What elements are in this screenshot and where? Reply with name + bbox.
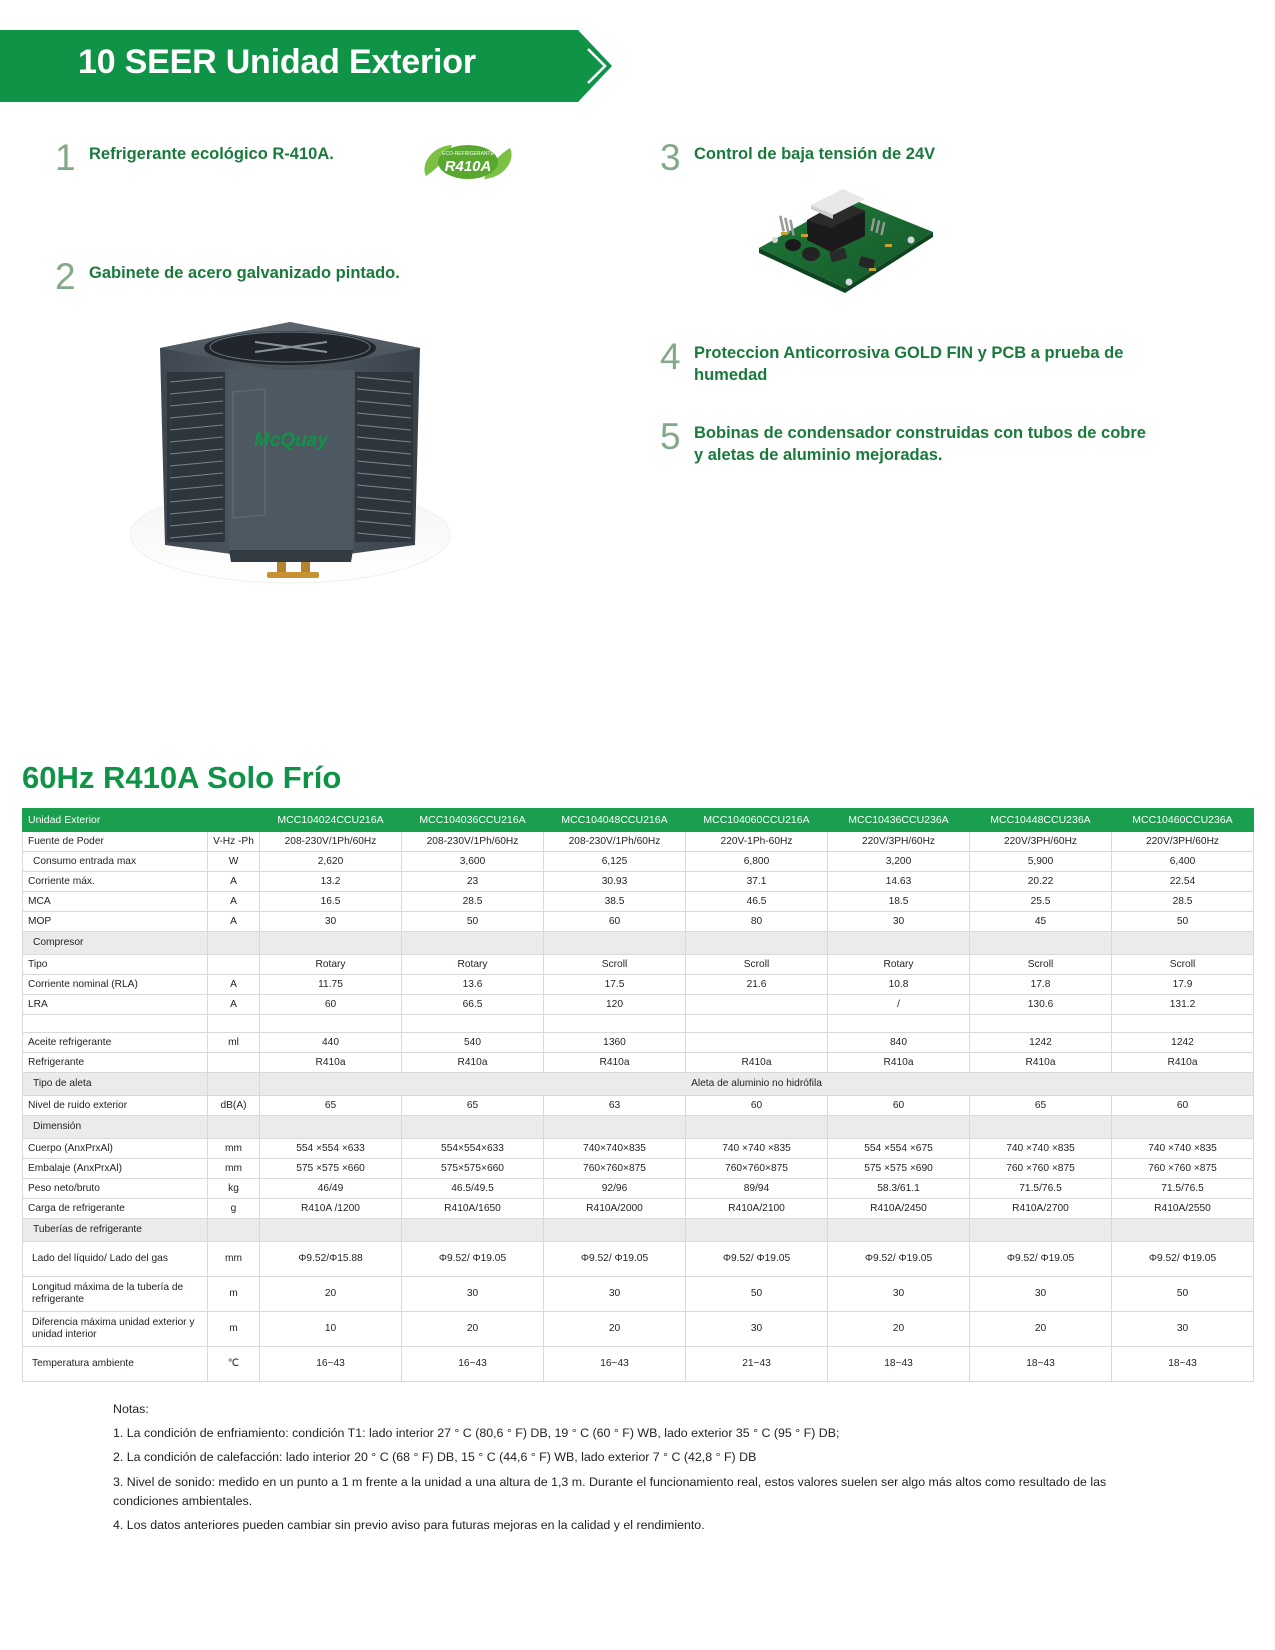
table-cell: 208-230V/1Ph/60Hz	[544, 832, 686, 852]
table-cell: 575 ×575 ×690	[828, 1159, 970, 1179]
table-cell	[544, 932, 686, 955]
table-cell: Scroll	[1112, 955, 1254, 975]
table-row-label: Cuerpo (AnxPrxAl)	[23, 1139, 208, 1159]
table-cell	[686, 1219, 828, 1242]
table-cell: 3,600	[402, 852, 544, 872]
table-cell	[828, 932, 970, 955]
table-cell: 6,125	[544, 852, 686, 872]
table-cell: 16~43	[260, 1347, 402, 1382]
table-row	[23, 995, 1254, 1015]
table-cell: 740 ×740 ×835	[686, 1139, 828, 1159]
table-row-label: Dimensión	[23, 1116, 208, 1139]
table-row-unit: mm	[208, 1242, 260, 1277]
table-cell: 130.6	[970, 995, 1112, 1015]
table-row	[23, 872, 1254, 892]
table-cell: 30	[544, 1277, 686, 1312]
table-cell: 20	[260, 1277, 402, 1312]
table-cell: 50	[686, 1277, 828, 1312]
table-cell: R410a	[686, 1053, 828, 1073]
table-cell: /	[828, 995, 970, 1015]
table-cell: Φ9.52/ Φ19.05	[402, 1242, 544, 1277]
table-header-model: MCC10436CCU236A	[828, 809, 970, 832]
table-row-label: Longitud máxima de la tubería de refrigerante	[23, 1277, 208, 1312]
outdoor-unit-photo	[115, 300, 465, 590]
table-row	[23, 1242, 1254, 1277]
table-row	[23, 1033, 1254, 1053]
table-row-label: Tipo	[23, 955, 208, 975]
table-cell: 60	[260, 995, 402, 1015]
table-cell: R410a	[544, 1053, 686, 1073]
table-cell: 23	[402, 872, 544, 892]
table-row-label: Peso neto/bruto	[23, 1179, 208, 1199]
table-cell: 30.93	[544, 872, 686, 892]
table-cell: 16.5	[260, 892, 402, 912]
table-spacer-row	[23, 1015, 1254, 1033]
table-cell: 220V/3PH/60Hz	[1112, 832, 1254, 852]
feature-number: 3	[660, 137, 681, 178]
r410a-eco-badge-icon	[418, 136, 518, 186]
table-cell: 45	[970, 912, 1112, 932]
table-cell: Φ9.52/ Φ19.05	[1112, 1242, 1254, 1277]
table-cell: R410a	[970, 1053, 1112, 1073]
table-cell	[686, 1015, 828, 1033]
table-cell: 10.8	[828, 975, 970, 995]
table-cell: 1242	[1112, 1033, 1254, 1053]
table-row-unit: kg	[208, 1179, 260, 1199]
table-group-row	[23, 1219, 1254, 1242]
table-cell: 25.5	[970, 892, 1112, 912]
table-cell: R410A/2550	[1112, 1199, 1254, 1219]
table-cell: 131.2	[1112, 995, 1254, 1015]
feature-text: Proteccion Anticorrosiva GOLD FIN y PCB a prueba de humedad	[694, 344, 1124, 385]
table-cell: 554 ×554 ×675	[828, 1139, 970, 1159]
table-row	[23, 1312, 1254, 1347]
table-row-label: Consumo entrada max	[23, 852, 208, 872]
table-cell: 46/49	[260, 1179, 402, 1199]
page-banner	[0, 30, 630, 102]
table-header-model: MCC10460CCU236A	[1112, 809, 1254, 832]
table-row	[23, 1139, 1254, 1159]
table-cell: 208-230V/1Ph/60Hz	[402, 832, 544, 852]
table-row-unit	[208, 932, 260, 955]
table-cell: 220V-1Ph-60Hz	[686, 832, 828, 852]
table-cell: Scroll	[686, 955, 828, 975]
table-cell: 65	[970, 1096, 1112, 1116]
table-cell: Φ9.52/ Φ19.05	[544, 1242, 686, 1277]
feature-number: 5	[660, 416, 681, 457]
note-item: 4. Los datos anteriores pueden cambiar sin previo aviso para futuras mejoras en la calidad y el rendimiento.	[113, 1518, 705, 1533]
table-cell: 760×760×875	[544, 1159, 686, 1179]
table-cell	[828, 1219, 970, 1242]
table-cell	[260, 932, 402, 955]
feature-item-1	[55, 137, 455, 178]
badge-top-text: ECO-REFRIGERANTE	[442, 151, 494, 157]
table-cell	[260, 1116, 402, 1139]
table-cell	[544, 1116, 686, 1139]
table-cell: 120	[544, 995, 686, 1015]
table-group-row	[23, 932, 1254, 955]
table-row-unit: A	[208, 995, 260, 1015]
table-row-unit: W	[208, 852, 260, 872]
table-cell	[686, 932, 828, 955]
table-row-label: Tuberías de refrigerante	[23, 1219, 208, 1242]
table-cell	[1112, 1015, 1254, 1033]
table-row-label: Embalaje (AnxPrxAl)	[23, 1159, 208, 1179]
table-row	[23, 1159, 1254, 1179]
table-row-label: Tipo de aleta	[23, 1073, 208, 1096]
feature-item-4	[660, 336, 1130, 387]
table-cell: 14.63	[828, 872, 970, 892]
table-cell	[1112, 1219, 1254, 1242]
table-cell: 50	[402, 912, 544, 932]
specs-section-title: 60Hz R410A Solo Frío	[22, 760, 342, 795]
table-cell: 18~43	[1112, 1347, 1254, 1382]
table-row	[23, 1096, 1254, 1116]
table-cell: 17.5	[544, 975, 686, 995]
table-cell: 30	[970, 1277, 1112, 1312]
table-row	[23, 852, 1254, 872]
pcb-control-board-photo	[745, 170, 945, 310]
table-header-model: MCC104036CCU216A	[402, 809, 544, 832]
table-cell: 220V/3PH/60Hz	[828, 832, 970, 852]
table-cell	[828, 1015, 970, 1033]
notes-title: Notas:	[113, 1402, 149, 1416]
table-row-label: Temperatura ambiente	[23, 1347, 208, 1382]
table-row-label: Compresor	[23, 932, 208, 955]
table-row-unit: A	[208, 912, 260, 932]
specifications-table	[22, 808, 1254, 1382]
table-header-model: MCC104060CCU216A	[686, 809, 828, 832]
table-cell: R410a	[402, 1053, 544, 1073]
table-cell	[686, 995, 828, 1015]
note-item: 3. Nivel de sonido: medido en un punto a 1 m frente a la unidad a una altura de 1,3 m. Durante el funcionamiento real, estos valores suelen ser algo más altos como resultado de las condiciones ambientales.	[113, 1474, 1107, 1508]
feature-text: Bobinas de condensador construidas con tubos de cobre y aletas de aluminio mejoradas.	[694, 424, 1146, 465]
table-header-label: Unidad Exterior	[23, 809, 208, 832]
table-cell: 50	[1112, 912, 1254, 932]
table-cell: 20.22	[970, 872, 1112, 892]
table-cell: R410A /1200	[260, 1199, 402, 1219]
table-row-label: Nivel de ruido exterior	[23, 1096, 208, 1116]
table-row	[23, 955, 1254, 975]
table-cell: R410a	[260, 1053, 402, 1073]
table-cell: 18~43	[970, 1347, 1112, 1382]
feature-text: Refrigerante ecológico R-410A.	[89, 145, 334, 163]
table-cell	[970, 1116, 1112, 1139]
table-row-unit: A	[208, 872, 260, 892]
table-cell: 760 ×760 ×875	[970, 1159, 1112, 1179]
table-spanning-value: Aleta de aluminio no hidrófila	[260, 1073, 1254, 1096]
table-row-label: Fuente de Poder	[23, 832, 208, 852]
table-cell: R410A/2450	[828, 1199, 970, 1219]
table-row-label: Carga de refrigerante	[23, 1199, 208, 1219]
table-cell: 208-230V/1Ph/60Hz	[260, 832, 402, 852]
table-cell: 6,400	[1112, 852, 1254, 872]
table-cell	[1112, 932, 1254, 955]
table-cell: 554 ×554 ×633	[260, 1139, 402, 1159]
table-cell: 20	[828, 1312, 970, 1347]
table-cell: 220V/3PH/60Hz	[970, 832, 1112, 852]
table-cell: 30	[260, 912, 402, 932]
table-row-unit	[208, 955, 260, 975]
table-row-label: Refrigerante	[23, 1053, 208, 1073]
table-cell: 13.2	[260, 872, 402, 892]
table-cell: 63	[544, 1096, 686, 1116]
table-cell: 16~43	[544, 1347, 686, 1382]
table-group-row	[23, 1116, 1254, 1139]
table-cell: 21~43	[686, 1347, 828, 1382]
page-title: 10 SEER Unidad Exterior	[78, 43, 476, 81]
table-cell	[260, 1219, 402, 1242]
table-cell: 10	[260, 1312, 402, 1347]
table-cell: 20	[970, 1312, 1112, 1347]
table-cell: R410A/2700	[970, 1199, 1112, 1219]
table-cell: 65	[260, 1096, 402, 1116]
table-row-unit: g	[208, 1199, 260, 1219]
table-cell: 3,200	[828, 852, 970, 872]
table-cell: 6,800	[686, 852, 828, 872]
table-cell	[402, 932, 544, 955]
table-row	[23, 892, 1254, 912]
table-cell: 28.5	[1112, 892, 1254, 912]
table-cell: 30	[828, 1277, 970, 1312]
table-cell: 20	[402, 1312, 544, 1347]
table-cell	[260, 1015, 402, 1033]
table-cell: 71.5/76.5	[970, 1179, 1112, 1199]
table-cell: 17.8	[970, 975, 1112, 995]
table-row	[23, 1053, 1254, 1073]
table-row-unit	[208, 1073, 260, 1096]
table-cell: Φ9.52/ Φ19.05	[686, 1242, 828, 1277]
table-cell: 60	[828, 1096, 970, 1116]
table-cell: 1242	[970, 1033, 1112, 1053]
table-cell: 28.5	[402, 892, 544, 912]
table-cell: 16~43	[402, 1347, 544, 1382]
table-row-unit	[208, 1116, 260, 1139]
table-spanning-row	[23, 1073, 1254, 1096]
note-item: 1. La condición de enfriamiento: condición T1: lado interior 27 ° C (80,6 ° F) DB, 19 ° C (60 ° F) WB, lado exterior 35 ° C (95 ° F) DB;	[113, 1426, 840, 1441]
feature-number: 1	[55, 137, 76, 178]
table-row-unit: dB(A)	[208, 1096, 260, 1116]
table-cell: Φ9.52/ Φ19.05	[970, 1242, 1112, 1277]
table-cell: 30	[1112, 1312, 1254, 1347]
table-cell	[544, 1219, 686, 1242]
table-cell: 760 ×760 ×875	[1112, 1159, 1254, 1179]
table-cell: 38.5	[544, 892, 686, 912]
table-row-label: Corriente nominal (RLA)	[23, 975, 208, 995]
table-row-unit: ℃	[208, 1347, 260, 1382]
table-cell: Scroll	[970, 955, 1112, 975]
table-cell: 5,900	[970, 852, 1112, 872]
table-cell: 575 ×575 ×660	[260, 1159, 402, 1179]
table-cell	[686, 1116, 828, 1139]
table-cell: 440	[260, 1033, 402, 1053]
table-row	[23, 1179, 1254, 1199]
table-cell: 30	[828, 912, 970, 932]
table-cell: R410a	[1112, 1053, 1254, 1073]
table-cell: 575×575×660	[402, 1159, 544, 1179]
badge-main-text: R410A	[444, 158, 492, 175]
table-cell: Rotary	[402, 955, 544, 975]
feature-text: Control de baja tensión de 24V	[694, 145, 936, 163]
table-cell: 60	[686, 1096, 828, 1116]
table-row-unit: mm	[208, 1159, 260, 1179]
table-cell	[402, 1015, 544, 1033]
table-cell: 11.75	[260, 975, 402, 995]
table-cell: 46.5	[686, 892, 828, 912]
unit-brand-logo: McQuay	[254, 430, 328, 451]
feature-item-2	[55, 256, 495, 297]
table-cell	[970, 932, 1112, 955]
table-cell: Rotary	[828, 955, 970, 975]
table-cell: 22.54	[1112, 872, 1254, 892]
table-row-label: Corriente máx.	[23, 872, 208, 892]
table-row-label: Aceite refrigerante	[23, 1033, 208, 1053]
table-cell: 20	[544, 1312, 686, 1347]
table-cell: Φ9.52/Φ15.88	[260, 1242, 402, 1277]
table-cell	[1112, 1116, 1254, 1139]
table-cell	[544, 1015, 686, 1033]
table-cell: 30	[402, 1277, 544, 1312]
chevron-right-icon	[586, 47, 608, 85]
table-cell: 60	[544, 912, 686, 932]
table-row	[23, 912, 1254, 932]
table-header-row	[23, 809, 1254, 832]
table-cell: 540	[402, 1033, 544, 1053]
table-row-label: Diferencia máxima unidad exterior y unidad interior	[23, 1312, 208, 1347]
table-cell: 18.5	[828, 892, 970, 912]
table-row-label: Lado del líquido/ Lado del gas	[23, 1242, 208, 1277]
table-cell: 554×554×633	[402, 1139, 544, 1159]
table-header-model: MCC104024CCU216A	[260, 809, 402, 832]
table-cell: 840	[828, 1033, 970, 1053]
table-cell: 17.9	[1112, 975, 1254, 995]
feature-number: 4	[660, 336, 681, 377]
table-cell: 50	[1112, 1277, 1254, 1312]
table-row-unit	[208, 1015, 260, 1033]
table-cell: 1360	[544, 1033, 686, 1053]
table-cell	[970, 1015, 1112, 1033]
table-cell: 760×760×875	[686, 1159, 828, 1179]
table-row-label: LRA	[23, 995, 208, 1015]
table-cell: 740 ×740 ×835	[1112, 1139, 1254, 1159]
feature-item-5	[660, 416, 1150, 467]
table-cell	[970, 1219, 1112, 1242]
table-cell: Scroll	[544, 955, 686, 975]
table-cell: 46.5/49.5	[402, 1179, 544, 1199]
table-cell: 740 ×740 ×835	[970, 1139, 1112, 1159]
table-cell: 65	[402, 1096, 544, 1116]
table-cell: 71.5/76.5	[1112, 1179, 1254, 1199]
table-cell: R410A/1650	[402, 1199, 544, 1219]
note-item: 2. La condición de calefacción: lado interior 20 ° C (68 ° F) DB, 15 ° C (44,6 ° F) WB, lado exterior 7 ° C (42,8 ° F) DB	[113, 1450, 757, 1465]
feature-text: Gabinete de acero galvanizado pintado.	[89, 264, 400, 282]
table-row-unit: mm	[208, 1139, 260, 1159]
table-cell	[402, 1116, 544, 1139]
table-cell: 13.6	[402, 975, 544, 995]
table-row	[23, 975, 1254, 995]
table-row-unit: V-Hz -Ph	[208, 832, 260, 852]
table-row-unit: m	[208, 1312, 260, 1347]
table-cell: 740×740×835	[544, 1139, 686, 1159]
table-row-unit: A	[208, 975, 260, 995]
table-row-unit	[208, 1053, 260, 1073]
table-cell: R410A/2100	[686, 1199, 828, 1219]
table-cell: R410a	[828, 1053, 970, 1073]
table-header-model: MCC104048CCU216A	[544, 809, 686, 832]
feature-number: 2	[55, 256, 76, 297]
table-cell	[402, 1219, 544, 1242]
table-cell: 21.6	[686, 975, 828, 995]
table-cell: 30	[686, 1312, 828, 1347]
table-row-label: MCA	[23, 892, 208, 912]
table-cell	[828, 1116, 970, 1139]
table-cell: 18~43	[828, 1347, 970, 1382]
table-header-unit	[208, 809, 260, 832]
table-row-label	[23, 1015, 208, 1033]
table-row-unit: A	[208, 892, 260, 912]
table-row-unit	[208, 1219, 260, 1242]
table-cell: 58.3/61.1	[828, 1179, 970, 1199]
table-cell: 80	[686, 912, 828, 932]
table-cell: Φ9.52/ Φ19.05	[828, 1242, 970, 1277]
table-row-unit: ml	[208, 1033, 260, 1053]
table-row-label: MOP	[23, 912, 208, 932]
table-cell: 60	[1112, 1096, 1254, 1116]
table-row	[23, 1347, 1254, 1382]
table-cell	[686, 1033, 828, 1053]
table-cell: 37.1	[686, 872, 828, 892]
table-cell: 92/96	[544, 1179, 686, 1199]
table-header-model: MCC10448CCU236A	[970, 809, 1112, 832]
table-row	[23, 1277, 1254, 1312]
table-row-unit: m	[208, 1277, 260, 1312]
table-cell: Rotary	[260, 955, 402, 975]
table-row	[23, 832, 1254, 852]
table-cell: 89/94	[686, 1179, 828, 1199]
table-cell: 66.5	[402, 995, 544, 1015]
notes-section	[113, 1400, 1113, 1540]
table-row	[23, 1199, 1254, 1219]
table-cell: 2,620	[260, 852, 402, 872]
table-cell: R410A/2000	[544, 1199, 686, 1219]
